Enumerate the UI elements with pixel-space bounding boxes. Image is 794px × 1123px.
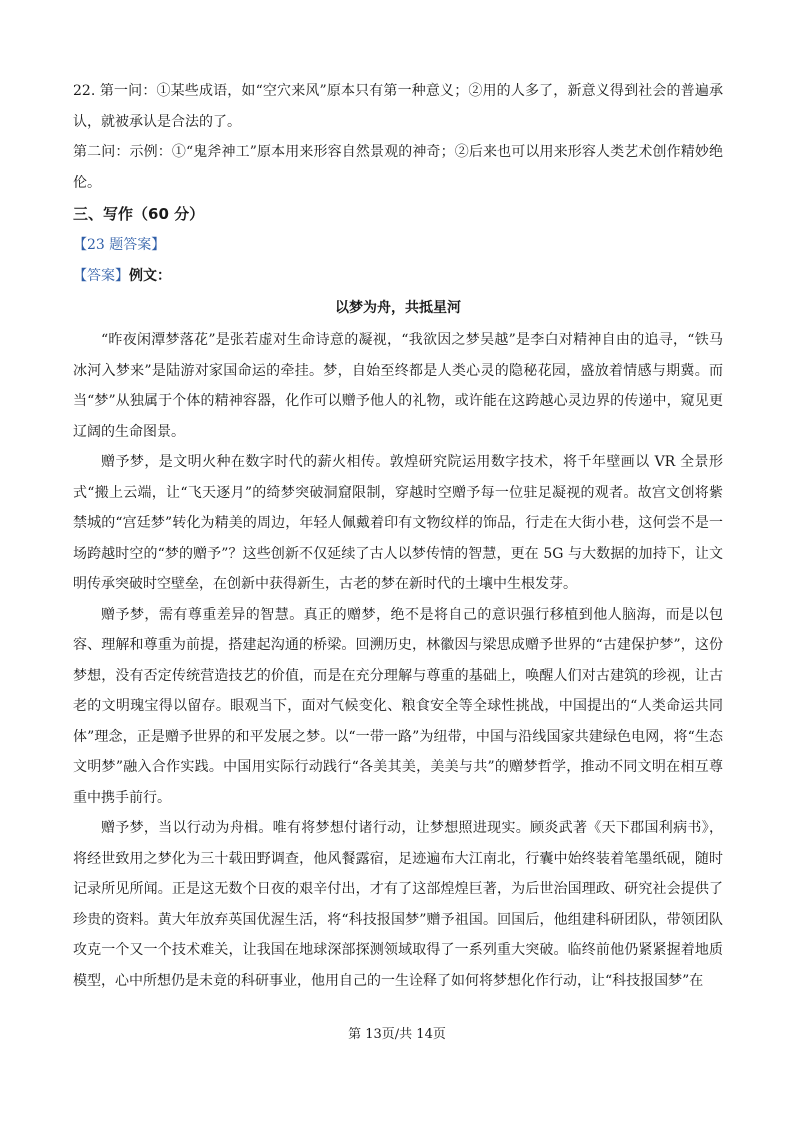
page-number-footer: 第 13页/共 14页: [348, 1027, 446, 1042]
essay-paragraph: “昨夜闲潭梦落花”是张若虚对生命诗意的凝视，“我欲因之梦吴越”是李白对精神自由的追寻，“铁马冰河入梦来”是陆游对家国命运的牵挂。梦，自始至终都是人类心灵的隐秘花园，盛放着情感与期冀。而当“梦”从独属于个体的精神容器，化作可以赠予他人的礼物，或许能在这跨越心灵边界的传递中，窥见更辽阔的生命图景。: [73, 332, 723, 440]
answer-tag: 【答案】: [73, 267, 129, 284]
essay-paragraph: 赠予梦，需有尊重差异的智慧。真正的赠梦，绝不是将自己的意识强行移植到他人脑海，而是以包容、理解和尊重为前提，搭建起沟通的桥梁。回溯历史，林徽因与梁思成赠予世界的“古建保护梦”，这份梦想，没有否定传统营造技艺的价值，而是在充分理解与尊重的基础上，唤醒人们对古建筑的珍视，让古老的文明瑰宝得以留存。眼观当下，面对气候变化、粮食安全等全球性挑战，中国提出的“人类命运共同体”理念，正是赠予世界的和平发展之梦。以“一带一路”为纽带，中国与沿线国家共建绿色电网，将“生态文明梦”融入合作实践。中国用实际行动践行“各美其美，美美与共”的赠梦哲学，推动不同文明在相互尊重中携手前行。: [73, 606, 723, 806]
q23-answer-tag: [73, 230, 723, 261]
q22-first-answer: 22. 第一问：①某些成语，如“空穴来风”原本只有第一种意义；②用的人多了，新意义得到社会的普遍承认，就被承认是合法的了。: [73, 83, 723, 130]
essay-paragraph: 赠予梦，是文明火种在数字时代的薪火相传。敦煌研究院运用数字技术，将千年壁画以 VR 全景形式“搬上云端，让“飞天逐月”的绮梦突破洞窟限制，穿越时空赠予每一位驻足凝视的观者。故宫文创将紫禁城的“宫廷梦”转化为精美的周边，年轻人佩戴着印有文物纹样的饰品，行走在大街小巷，这何尝不是一场跨越时空的“梦的赠予”？这些创新不仅延续了古人以梦传情的智慧，更在 5G 与大数据的加持下，让文明传承突破时空壁垒，在创新中获得新生，古老的梦在新时代的土壤中生根发芽。: [73, 454, 723, 592]
q22-second-answer: 第二问：示例：①“鬼斧神工”原本用来形容自然景观的神奇；②后来也可以用来形容人类艺术创作精妙绝伦。: [73, 144, 723, 191]
document-body: [73, 76, 723, 996]
essay-paragraph: 赠予梦，当以行动为舟楫。唯有将梦想付诸行动，让梦想照进现实。顾炎武著《天下郡国利病书》，将经世致用之梦化为三十载田野调查，他风餐露宿，足迹遍布大江南北，行囊中始终装着笔墨纸砚，随时记录所见所闻。正是这无数个日夜的艰辛付出，才有了这部煌煌巨著，为后世治国理政、研究社会提供了珍贵的资料。黄大年放弃英国优渥生活，将“科技报国梦”赠予祖国。回国后，他组建科研团队，带领团队攻克一个又一个技术难关，让我国在地球深部探测领域取得了一系列重大突破。临终前他仍紧紧握着地质模型，心中所想仍是未竟的科研事业，他用自己的一生诠释了如何将梦想化作行动，让“科技报国梦”在: [73, 820, 723, 989]
section-heading-writing: 三、写作（60 分）: [73, 205, 205, 223]
answer-label-line: [73, 261, 723, 292]
q23-tag: 【23 题答案】: [73, 237, 166, 253]
example-essay-label: 例文：: [129, 267, 171, 284]
essay-title: 以梦为舟，共抵星河: [335, 300, 461, 316]
